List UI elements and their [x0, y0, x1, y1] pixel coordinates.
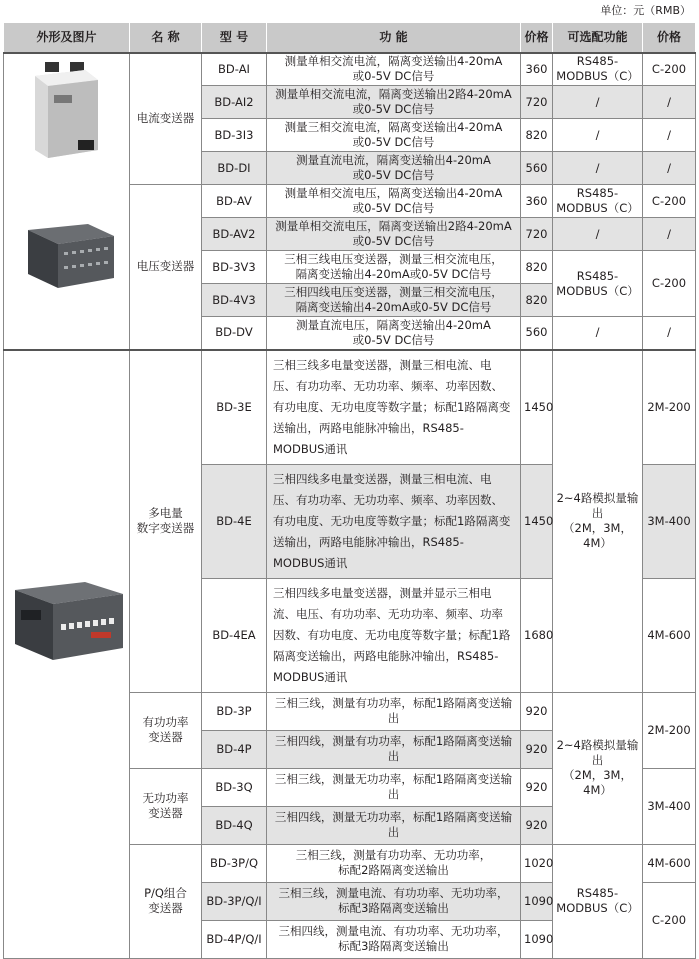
- function-cell: 测量单相交流电流，隔离变送输出4-20mA 或0-5V DC信号: [267, 53, 521, 86]
- price-cell: 920: [521, 806, 553, 844]
- price-cell: 820: [521, 284, 553, 317]
- group-active: 有功功率 变送器: [130, 692, 202, 768]
- option-cell: /: [553, 152, 643, 185]
- function-cell: 三相四线，测量无功功率，标配1路隔离变送输出: [267, 806, 521, 844]
- price-cell: 1450: [521, 350, 553, 465]
- model-cell: BD-3P/Q/I: [202, 882, 267, 920]
- function-cell: 测量直流电压，隔离变送输出4-20mA 或0-5V DC信号: [267, 317, 521, 350]
- price-cell: 1680: [521, 578, 553, 692]
- group-multi: 多电量 数字变送器: [130, 350, 202, 693]
- price-cell: 360: [521, 53, 553, 86]
- option-price-cell: 4M-600: [643, 578, 696, 692]
- price-cell: 1450: [521, 464, 553, 578]
- price-table: [3, 22, 696, 959]
- function-cell: 测量单相交流电压，隔离变送输出2路4-20mA 或0-5V DC信号: [267, 218, 521, 251]
- option-cell: /: [553, 86, 643, 119]
- group-current: 电流变送器: [130, 53, 202, 185]
- function-cell: 三相四线多电量变送器，测量并显示三相电流、电压、有功功率、无功功率、频率、功率因数、有功电度、无功电度等数字量；标配1路隔离变送输出，两路电能脉冲输出，RS485-MODBUS通讯: [267, 578, 521, 692]
- option-price-cell: /: [643, 152, 696, 185]
- table-row: [4, 53, 696, 86]
- price-cell: 820: [521, 119, 553, 152]
- option-price-cell: /: [643, 317, 696, 350]
- model-cell: BD-DI: [202, 152, 267, 185]
- model-cell: BD-3E: [202, 350, 267, 465]
- function-cell: 测量直流电流，隔离变送输出4-20mA 或0-5V DC信号: [267, 152, 521, 185]
- product-image-cell: [4, 53, 130, 350]
- function-cell: 三相三线多电量变送器，测量三相电流、电压、有功功率、无功功率、频率、功率因数、有功电度、无功电度等数字量；标配1路隔离变送输出，两路电能脉冲输出，RS485-MODBUS通讯: [267, 350, 521, 465]
- option-cell: 2~4路模拟量输出 （2M，3M，4M）: [553, 692, 643, 844]
- price-cell: 560: [521, 152, 553, 185]
- model-cell: BD-3P/Q: [202, 844, 267, 882]
- table-row: [4, 350, 696, 465]
- multi-transmitter-image: [7, 576, 127, 666]
- model-cell: BD-AV2: [202, 218, 267, 251]
- option-cell: 2~4路模拟量输出 （2M，3M，4M）: [553, 350, 643, 693]
- model-cell: BD-4P/Q/I: [202, 920, 267, 958]
- model-cell: BD-4EA: [202, 578, 267, 692]
- header-options: 可选配功能: [553, 23, 643, 53]
- group-reactive: 无功功率 变送器: [130, 768, 202, 844]
- model-cell: BD-4Q: [202, 806, 267, 844]
- model-cell: BD-4P: [202, 730, 267, 768]
- function-cell: 三相三线，测量无功功率，标配1路隔离变送输出: [267, 768, 521, 806]
- price-cell: 560: [521, 317, 553, 350]
- option-cell: RS485- MODBUS（C）: [553, 185, 643, 218]
- option-cell: /: [553, 218, 643, 251]
- voltage-transmitter-image: [18, 222, 118, 292]
- model-cell: BD-4V3: [202, 284, 267, 317]
- function-cell: 三相四线电压变送器，测量三相交流电压， 隔离变送输出4-20mA或0-5V DC信号: [267, 284, 521, 317]
- option-cell: RS485- MODBUS（C）: [553, 844, 643, 958]
- header-option-price: 价格: [643, 23, 696, 53]
- model-cell: BD-DV: [202, 317, 267, 350]
- function-cell: 三相三线，测量有功功率、无功功率， 标配2路隔离变送输出: [267, 844, 521, 882]
- option-cell: /: [553, 317, 643, 350]
- price-cell: 920: [521, 730, 553, 768]
- option-cell: RS485- MODBUS（C）: [553, 53, 643, 86]
- option-price-cell: C-200: [643, 185, 696, 218]
- option-price-cell: /: [643, 86, 696, 119]
- function-cell: 测量单相交流电压，隔离变送输出4-20mA 或0-5V DC信号: [267, 185, 521, 218]
- function-cell: 测量单相交流电流，隔离变送输出2路4-20mA 或0-5V DC信号: [267, 86, 521, 119]
- price-cell: 920: [521, 768, 553, 806]
- header-price: 价格: [521, 23, 553, 53]
- model-cell: BD-4E: [202, 464, 267, 578]
- option-price-cell: 3M-400: [643, 464, 696, 578]
- model-cell: BD-3I3: [202, 119, 267, 152]
- price-cell: 920: [521, 692, 553, 730]
- option-price-cell: /: [643, 218, 696, 251]
- price-cell: 1090: [521, 882, 553, 920]
- header-function: 功 能: [267, 23, 521, 53]
- model-cell: BD-3Q: [202, 768, 267, 806]
- model-cell: BD-AI: [202, 53, 267, 86]
- header-name: 名 称: [130, 23, 202, 53]
- header-image: 外形及图片: [4, 23, 130, 53]
- option-cell: RS485- MODBUS（C）: [553, 251, 643, 317]
- option-price-cell: 2M-200: [643, 692, 696, 768]
- unit-label: 单位：元（RMB）: [600, 4, 691, 17]
- function-cell: 三相四线，测量有功功率，标配1路隔离变送输出: [267, 730, 521, 768]
- model-cell: BD-AV: [202, 185, 267, 218]
- product-image-cell: [4, 350, 130, 959]
- option-price-cell: C-200: [643, 53, 696, 86]
- option-price-cell: C-200: [643, 251, 696, 317]
- header-model: 型 号: [202, 23, 267, 53]
- price-cell: 360: [521, 185, 553, 218]
- function-cell: 三相四线，测量电流、有功功率、无功功率， 标配3路隔离变送输出: [267, 920, 521, 958]
- option-price-cell: 3M-400: [643, 768, 696, 844]
- price-cell: 1090: [521, 920, 553, 958]
- model-cell: BD-3V3: [202, 251, 267, 284]
- model-cell: BD-3P: [202, 692, 267, 730]
- function-cell: 三相三线，测量有功功率，标配1路隔离变送输出: [267, 692, 521, 730]
- option-price-cell: C-200: [643, 882, 696, 958]
- option-price-cell: 4M-600: [643, 844, 696, 882]
- function-cell: 测量三相交流电流，隔离变送输出4-20mA 或0-5V DC信号: [267, 119, 521, 152]
- model-cell: BD-AI2: [202, 86, 267, 119]
- price-cell: 1020: [521, 844, 553, 882]
- function-cell: 三相三线，测量电流、有功功率、无功功率， 标配3路隔离变送输出: [267, 882, 521, 920]
- price-cell: 720: [521, 86, 553, 119]
- header-row: [4, 23, 696, 53]
- option-price-cell: 2M-200: [643, 350, 696, 465]
- price-cell: 820: [521, 251, 553, 284]
- option-cell: /: [553, 119, 643, 152]
- option-price-cell: /: [643, 119, 696, 152]
- current-transmitter-image: [30, 60, 100, 170]
- function-cell: 三相三线电压变送器，测量三相交流电压， 隔离变送输出4-20mA或0-5V DC信号: [267, 251, 521, 284]
- group-pq: P/Q组合 变送器: [130, 844, 202, 958]
- group-voltage: 电压变送器: [130, 185, 202, 350]
- price-cell: 720: [521, 218, 553, 251]
- function-cell: 三相四线多电量变送器，测量三相电流、电压、有功功率、无功功率、频率、功率因数、有功电度、无功电度等数字量；标配1路隔离变送输出，两路电能脉冲输出，RS485-MODBUS通讯: [267, 464, 521, 578]
